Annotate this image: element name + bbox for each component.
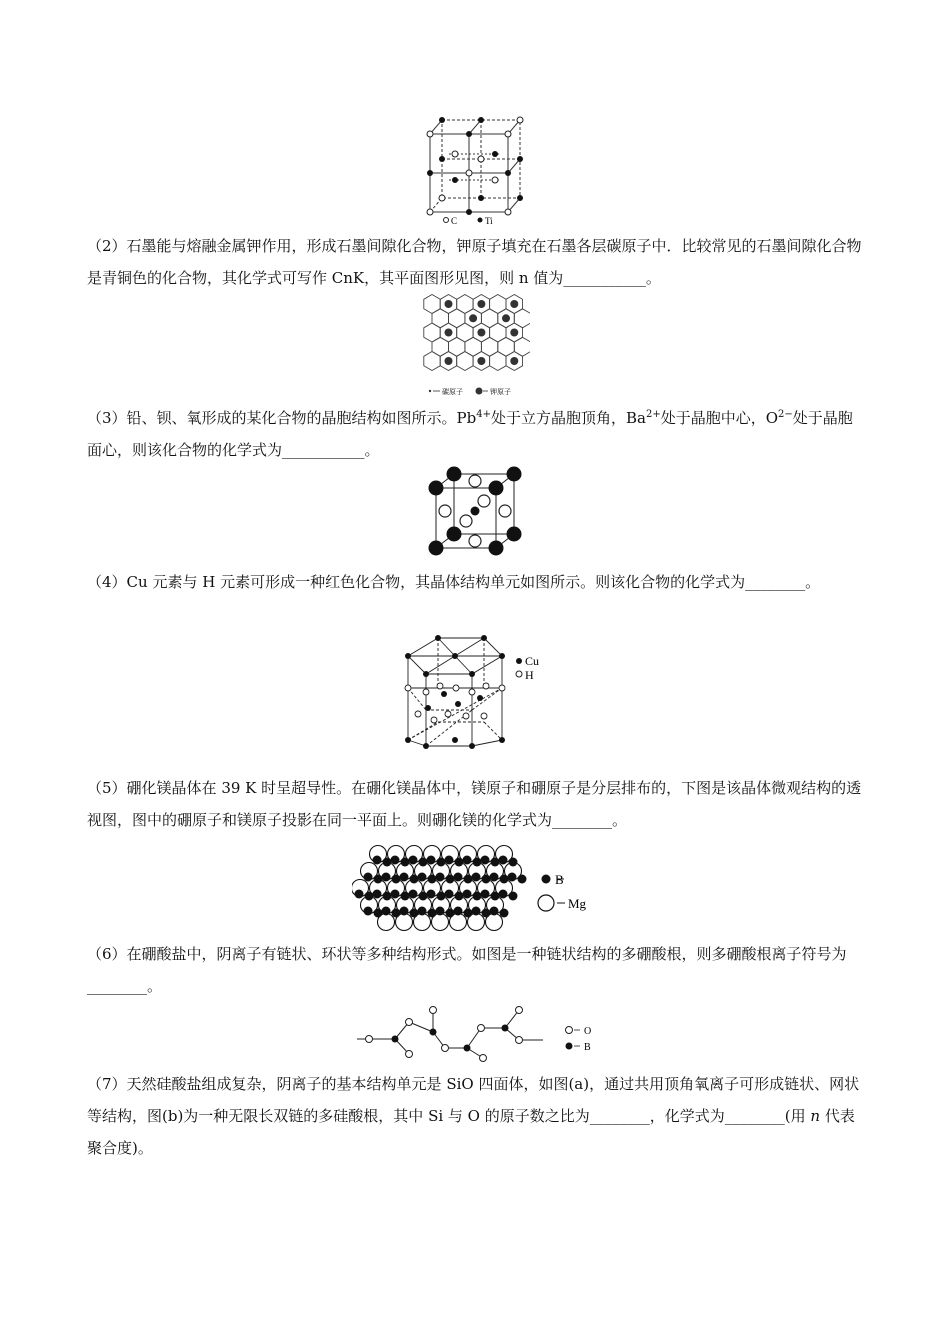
legend-label-ti: Ti [485,216,493,226]
b-atom [392,875,401,884]
polyborate-chain-figure [355,1006,605,1064]
answer-blank[interactable]: ________ [552,811,613,829]
answer-blank[interactable]: ___________ [282,441,365,459]
potassium-atom [510,357,518,365]
b-atom [481,890,490,899]
copper-hydride-figure [400,630,552,752]
b-atom [383,892,392,901]
legend-label-potassium: 钾原子 [490,388,511,396]
b-atom [410,909,419,918]
b-atom [481,856,490,865]
b-atom [365,892,374,901]
b-atom [499,890,508,899]
answer-blank-formula[interactable]: ________ [724,1107,785,1125]
potassium-atom [510,300,518,308]
b-atom [500,875,509,884]
b-atom [509,892,518,901]
b-atom [454,873,463,882]
question-number: （2） [87,237,127,255]
b-atom [482,875,491,884]
b-atom [518,875,527,884]
question-7 [87,1068,863,1164]
b-atom [382,873,391,882]
b-atom [374,909,383,918]
question-number: （3） [87,409,127,427]
answer-blank[interactable]: ________ [87,977,147,995]
question-text: 在硼酸盐中，阴离子有链状、环状等多种结构形式。如图是一种链状结构的多硼酸根，则多硼酸根离子符号为 [126,945,847,963]
b-atom [419,858,428,867]
b-atom [427,890,436,899]
question-text: ，化学式为 [649,1107,725,1125]
b-atom [472,873,481,882]
charge-superscript: 2+ [645,409,661,420]
b-atom [454,907,463,916]
b-atom [391,890,400,899]
b-atom [508,873,517,882]
b-atom [373,890,382,899]
legend-label-b: B [584,1042,591,1053]
b-atom [391,856,400,865]
potassium-atom [477,329,485,337]
b-atom [374,875,383,884]
potassium-atom [469,314,477,322]
potassium-atom [477,300,485,308]
b-atom [355,890,364,899]
b-atom [364,873,373,882]
b-atom [491,858,500,867]
question-text: 硼化镁晶体在 39 K 时呈超导性。在硼化镁晶体中，镁原子和硼原子是分层排布的，下图是该晶体微观结构的透视图，图中的硼原子和镁原子投影在同一平面上。则硼化镁的化学式为 [87,779,862,829]
question-text: 处于晶胞面心，则该化合物的化学式为 [87,409,853,459]
b-atom [446,875,455,884]
b-atom [446,909,455,918]
b-atom [428,875,437,884]
b-atom [472,907,481,916]
b-atom [436,873,445,882]
b-atom [455,858,464,867]
carbon-hexagon [514,337,530,356]
crystal-figure-c-ti [420,112,530,228]
b-atom [464,909,473,918]
question-number: （4） [87,573,127,591]
b-atom [473,892,482,901]
b-atom [418,873,427,882]
b-atom [428,909,437,918]
legend-label-carbon: 碳原子 [442,388,463,396]
sentence-end: 。 [805,573,821,591]
magnesium-boride-figure [352,842,600,932]
legend-label-o: O [584,1026,592,1037]
answer-blank[interactable]: ________ [745,573,806,591]
b-atom [463,890,472,899]
sentence-end: 。 [612,811,628,829]
perovskite-cell-figure [424,464,526,560]
b-atom [409,890,418,899]
b-atom [418,907,427,916]
b-atom [445,856,454,865]
b-atom [437,858,446,867]
question-4 [87,566,863,598]
question-2 [87,230,863,294]
b-atom [463,856,472,865]
charge-superscript: 2− [778,409,793,420]
b-atom [491,892,500,901]
sentence-end: 。 [645,269,661,287]
question-text: 处于晶胞中心，O [660,409,779,427]
b-atom [490,907,499,916]
carbon-hexagon [457,352,473,371]
carbon-hexagon [514,309,530,328]
question-text: 石墨能与熔融金属钾作用，形成石墨间隙化合物，钾原子填充在石墨各层碳原子中．比较常见的石墨间隙化合物是青铜色的化合物，其化学式可写作 CnK，其平面图形见图，则 n 值为 [87,237,862,287]
b-atom [400,907,409,916]
potassium-atom [477,357,485,365]
graphite-potassium-figure [422,294,530,398]
question-number: （5） [87,779,127,797]
potassium-atom [510,329,518,337]
charge-superscript: 4+ [476,409,491,420]
answer-blank-ratio[interactable]: ________ [589,1107,650,1125]
b-atom [500,909,509,918]
b-atom [419,892,428,901]
potassium-atom [445,300,453,308]
question-number: （7） [87,1075,127,1093]
b-atom [401,858,410,867]
question-text: 天然硅酸盐组成复杂，阴离子的基本结构单元是 SiO 四面体，如图(a)，通过共用顶角氧离子可形成链状、网状等结构，图(b)为一种无限长双链的多硅酸根，其中 Si 与 O 的原子数之比为 [87,1075,860,1125]
legend-label-h: H [525,668,534,682]
sentence-end: 。 [364,441,380,459]
b-atom [499,856,508,865]
b-atom [383,858,392,867]
question-text: Cu 元素与 H 元素可形成一种红色化合物，其晶体结构单元如图所示。则该化合物的化学式为 [126,573,746,591]
b-atom [436,907,445,916]
question-5 [87,772,863,836]
carbon-hexagon [490,352,506,371]
question-text: 处于立方晶胞顶角，Ba [491,409,646,427]
b-atom [509,858,518,867]
b-atom [409,856,418,865]
b-atom [464,875,473,884]
potassium-atom [502,314,510,322]
question-6 [87,938,863,1002]
b-atom [392,909,401,918]
carbon-hexagon [424,352,440,371]
b-atom [373,856,382,865]
b-atom [427,856,436,865]
b-atom [482,909,491,918]
b-atom [445,890,454,899]
legend-label-cu: Cu [525,654,540,668]
question-text: 铅、钡、氧形成的某化合物的晶胞结构如图所示。Pb [126,409,477,427]
b-atom [401,892,410,901]
b-atom [400,873,409,882]
sentence-end: 。 [147,977,163,995]
question-text: (用 [784,1107,811,1125]
legend-label-c: C [451,216,458,226]
legend-label-mg: Mg [568,896,587,911]
b-atom [364,907,373,916]
b-atom [455,892,464,901]
b-atom [437,892,446,901]
question-number: （6） [87,945,127,963]
answer-blank[interactable]: ___________ [563,269,646,287]
b-atom [473,858,482,867]
potassium-atom [445,357,453,365]
b-atom [410,875,419,884]
b-atom [382,907,391,916]
variable-n: n [810,1107,821,1125]
question-text: 代表聚合度)。 [87,1107,855,1157]
question-3 [87,402,863,466]
legend-label-b: B [555,872,564,887]
potassium-atom [445,329,453,337]
b-atom [490,873,499,882]
